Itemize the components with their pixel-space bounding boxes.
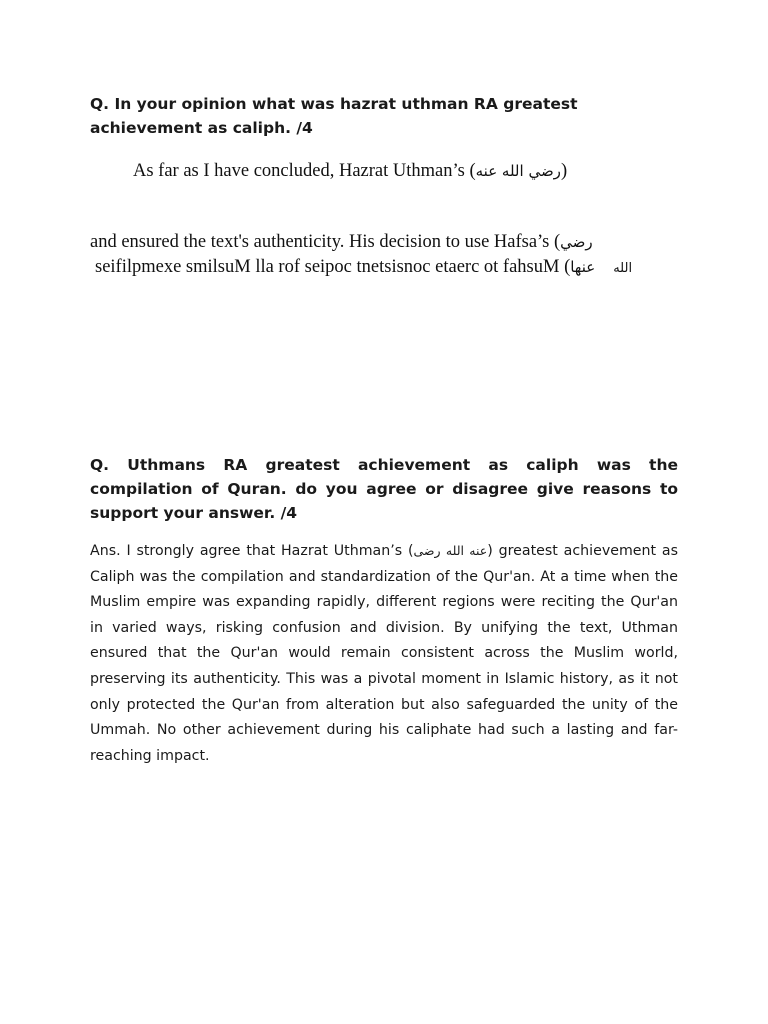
answer-2-paragraph: [90, 538, 678, 769]
answer-2-body: ) greatest achievement as Caliph was the compilation and standardization of the Qur'an. At a time when the Muslim empire was expanding rapidly, different regions were reciting the Qur'an in varied ways, risking confusion and division. By unifying the text, Uthman ensured that the Qur'an would remain consistent across the Muslim world, preserving its authenticity. This was a pivotal moment in Islamic history, as it not only protected the Qur'an from alteration but also safeguarded the unity of the Ummah. No other achievement during his caliphate had such a lasting and far-reaching impact.: [90, 543, 678, 764]
answer-2-prefix: Ans. I strongly agree that Hazrat Uthman’s (: [90, 543, 414, 559]
answer-1-line-2-text: seifilpmexe smilsuM lla rof seipoc tnetsisnoc etaerc ot fahsuM (: [95, 257, 571, 277]
question-2-heading: Q. Uthmans RA greatest achievement as caliph was the compilation of Quran. do you agree or disagree give reasons to support your answer. /4: [90, 456, 678, 522]
question-1-heading: Q. In your opinion what was hazrat uthman RA greatest achievement as caliph. /4: [90, 95, 578, 137]
answer-1-line-1-text: and ensured the text's authenticity. His decision to use Hafsa’s (: [90, 232, 561, 252]
answer-1-line-1: [90, 231, 593, 253]
answer-1-line-2-arabic-far: الله: [613, 261, 633, 276]
answer-1-intro: [133, 160, 567, 182]
answer-1-line-2-arabic: عنها: [570, 258, 596, 276]
answer-1-intro-close: ): [560, 161, 568, 181]
answer-1-intro-arabic: رضي الله عنه: [475, 162, 561, 180]
answer-1-line-1-arabic: رضي: [560, 233, 593, 251]
answer-2-arabic: عنه الله رضی: [413, 543, 488, 558]
answer-1-line-2: [95, 256, 632, 280]
answer-1-intro-text: As far as I have concluded, Hazrat Uthman’s (: [133, 161, 476, 181]
